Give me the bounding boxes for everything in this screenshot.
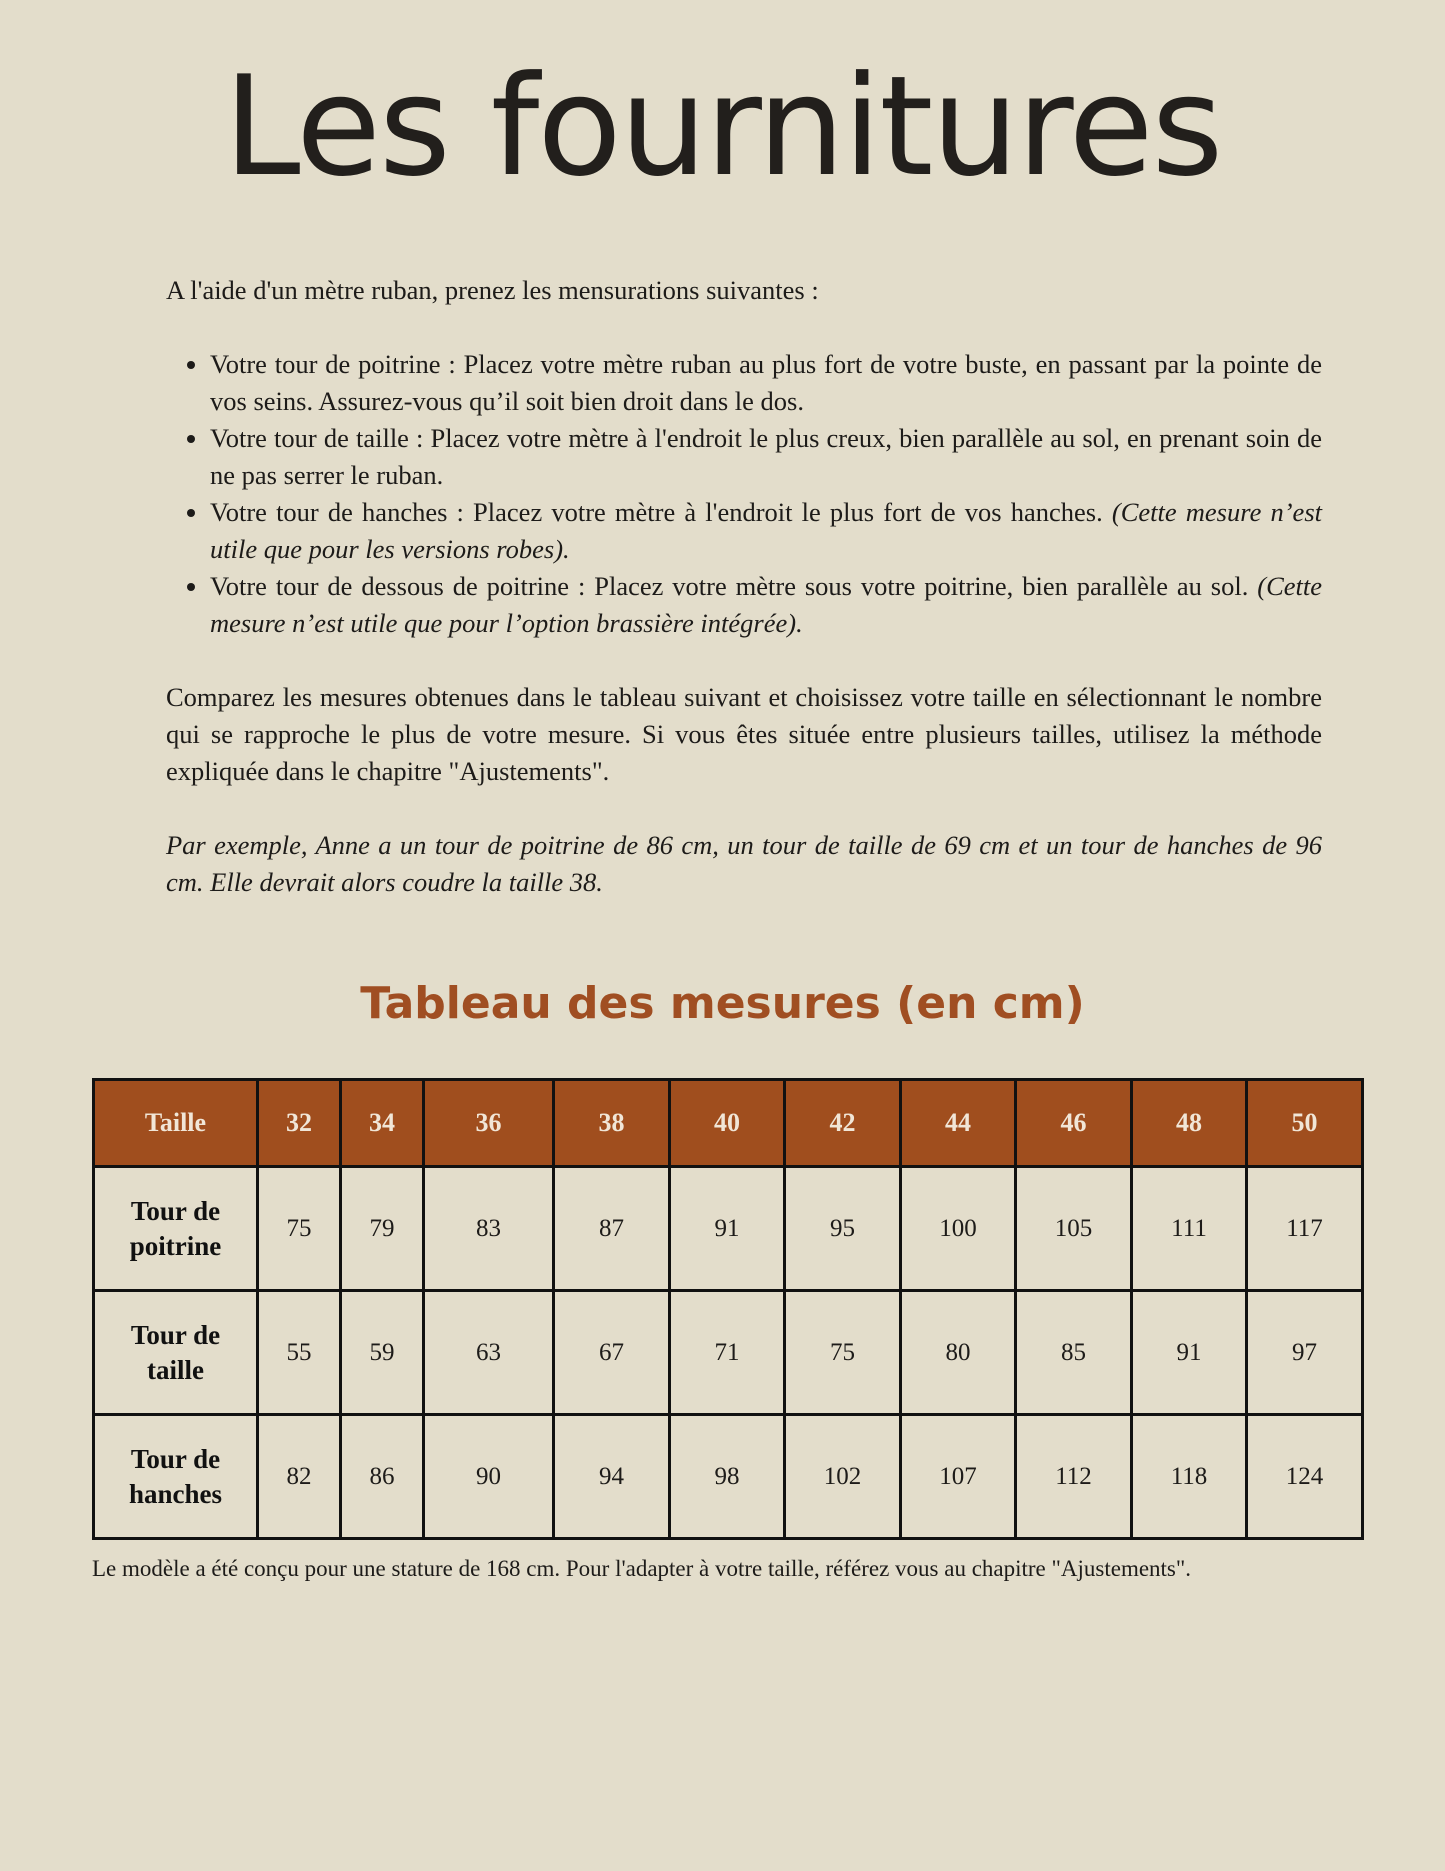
row-label-line: taille <box>147 1354 204 1385</box>
table-cell: 63 <box>424 1291 554 1415</box>
table-cell: 118 <box>1132 1415 1247 1539</box>
size-header: 36 <box>424 1080 554 1167</box>
table-cell: 97 <box>1247 1291 1363 1415</box>
table-cell: 102 <box>785 1415 901 1539</box>
row-label-line: Tour de <box>130 1195 221 1226</box>
row-label-line: Tour de <box>130 1443 221 1474</box>
table-cell: 91 <box>1132 1291 1247 1415</box>
table-cell: 82 <box>258 1415 341 1539</box>
size-header: 42 <box>785 1080 901 1167</box>
row-label <box>94 1415 258 1539</box>
table-cell: 90 <box>424 1415 554 1539</box>
table-cell: 98 <box>670 1415 785 1539</box>
table-cell: 100 <box>901 1167 1016 1291</box>
size-header: 38 <box>554 1080 670 1167</box>
intro-section <box>166 272 1322 901</box>
row-label <box>94 1167 258 1291</box>
table-cell: 86 <box>341 1415 424 1539</box>
header-label: Taille <box>94 1080 258 1167</box>
list-item-note: (Cette mesure n’est utile que pour l’option brassière intégrée). <box>210 571 1322 638</box>
compare-paragraph: Comparez les mesures obtenues dans le tableau suivant et choisissez votre taille en sélectionnant le nombre qui se rapproche le plus de votre mesure. Si vous êtes située entre plusieurs tailles, utilisez la méthode expliquée dans le chapitre "Ajustements". <box>166 682 1322 786</box>
page-title: Les fournitures <box>223 46 1222 207</box>
table-cell: 85 <box>1016 1291 1132 1415</box>
list-item-text: Votre tour de hanches : Placez votre mètre à l'endroit le plus fort de vos hanches. <box>210 497 1112 527</box>
list-item-taille <box>210 420 1322 494</box>
table-cell: 111 <box>1132 1167 1247 1291</box>
table-cell: 112 <box>1016 1415 1132 1539</box>
size-header: 32 <box>258 1080 341 1167</box>
table-row-taille <box>94 1291 1363 1415</box>
list-item-dessous-poitrine <box>210 568 1322 642</box>
table-cell: 107 <box>901 1415 1016 1539</box>
table-cell: 94 <box>554 1415 670 1539</box>
table-cell: 67 <box>554 1291 670 1415</box>
table-row-poitrine <box>94 1167 1363 1291</box>
table-row-hanches <box>94 1415 1363 1539</box>
row-label-line: poitrine <box>129 1230 222 1261</box>
row-label-line: hanches <box>128 1478 223 1509</box>
example-paragraph <box>166 827 1322 901</box>
size-header: 50 <box>1247 1080 1363 1167</box>
footnote: Le modèle a été conçu pour une stature de 168 cm. Pour l'adapter à votre taille, référez vous au chapitre "Ajustements". <box>92 1556 1192 1581</box>
size-header: 44 <box>901 1080 1016 1167</box>
measurement-list <box>166 346 1322 642</box>
table-cell: 75 <box>785 1291 901 1415</box>
table-cell: 80 <box>901 1291 1016 1415</box>
table-cell: 83 <box>424 1167 554 1291</box>
table-cell: 79 <box>341 1167 424 1291</box>
table-cell: 59 <box>341 1291 424 1415</box>
size-header: 40 <box>670 1080 785 1167</box>
table-cell: 71 <box>670 1291 785 1415</box>
list-item-note: (Cette mesure n’est utile que pour les versions robes). <box>210 497 1322 564</box>
table-cell: 95 <box>785 1167 901 1291</box>
table-cell: 87 <box>554 1167 670 1291</box>
row-label-line: Tour de <box>130 1319 221 1350</box>
table-title: Tableau des mesures (en cm) <box>360 978 1085 1029</box>
list-item-text: Votre tour de dessous de poitrine : Placez votre mètre sous votre poitrine, bien parallèle au sol. <box>210 571 1258 601</box>
table-header-row <box>94 1080 1363 1167</box>
table-cell: 105 <box>1016 1167 1132 1291</box>
size-header: 34 <box>341 1080 424 1167</box>
size-header: 46 <box>1016 1080 1132 1167</box>
intro-lead: A l'aide d'un mètre ruban, prenez les mensurations suivantes : <box>166 275 819 305</box>
row-label <box>94 1291 258 1415</box>
list-item-hanches <box>210 494 1322 568</box>
list-item-text: Votre tour de taille : Placez votre mètre à l'endroit le plus creux, bien parallèle au sol, en prenant soin de ne pas serrer le ruban. <box>210 423 1322 490</box>
table-cell: 91 <box>670 1167 785 1291</box>
paragraph-spacer <box>166 790 1322 827</box>
table-cell: 75 <box>258 1167 341 1291</box>
table-cell: 55 <box>258 1291 341 1415</box>
size-header: 48 <box>1132 1080 1247 1167</box>
table-cell: 117 <box>1247 1167 1363 1291</box>
table-cell: 124 <box>1247 1415 1363 1539</box>
list-item-poitrine <box>210 346 1322 420</box>
size-table <box>92 1078 1364 1540</box>
example-text: Par exemple, Anne a un tour de poitrine de 86 cm, un tour de taille de 69 cm et un tour de hanches de 96 cm. Elle devrait alors coudre la taille 38. <box>166 830 1322 897</box>
list-item-text: Votre tour de poitrine : Placez votre mètre ruban au plus fort de votre buste, en passant par la pointe de vos seins. Assurez-vous qu’il soit bien droit dans le dos. <box>210 349 1322 416</box>
